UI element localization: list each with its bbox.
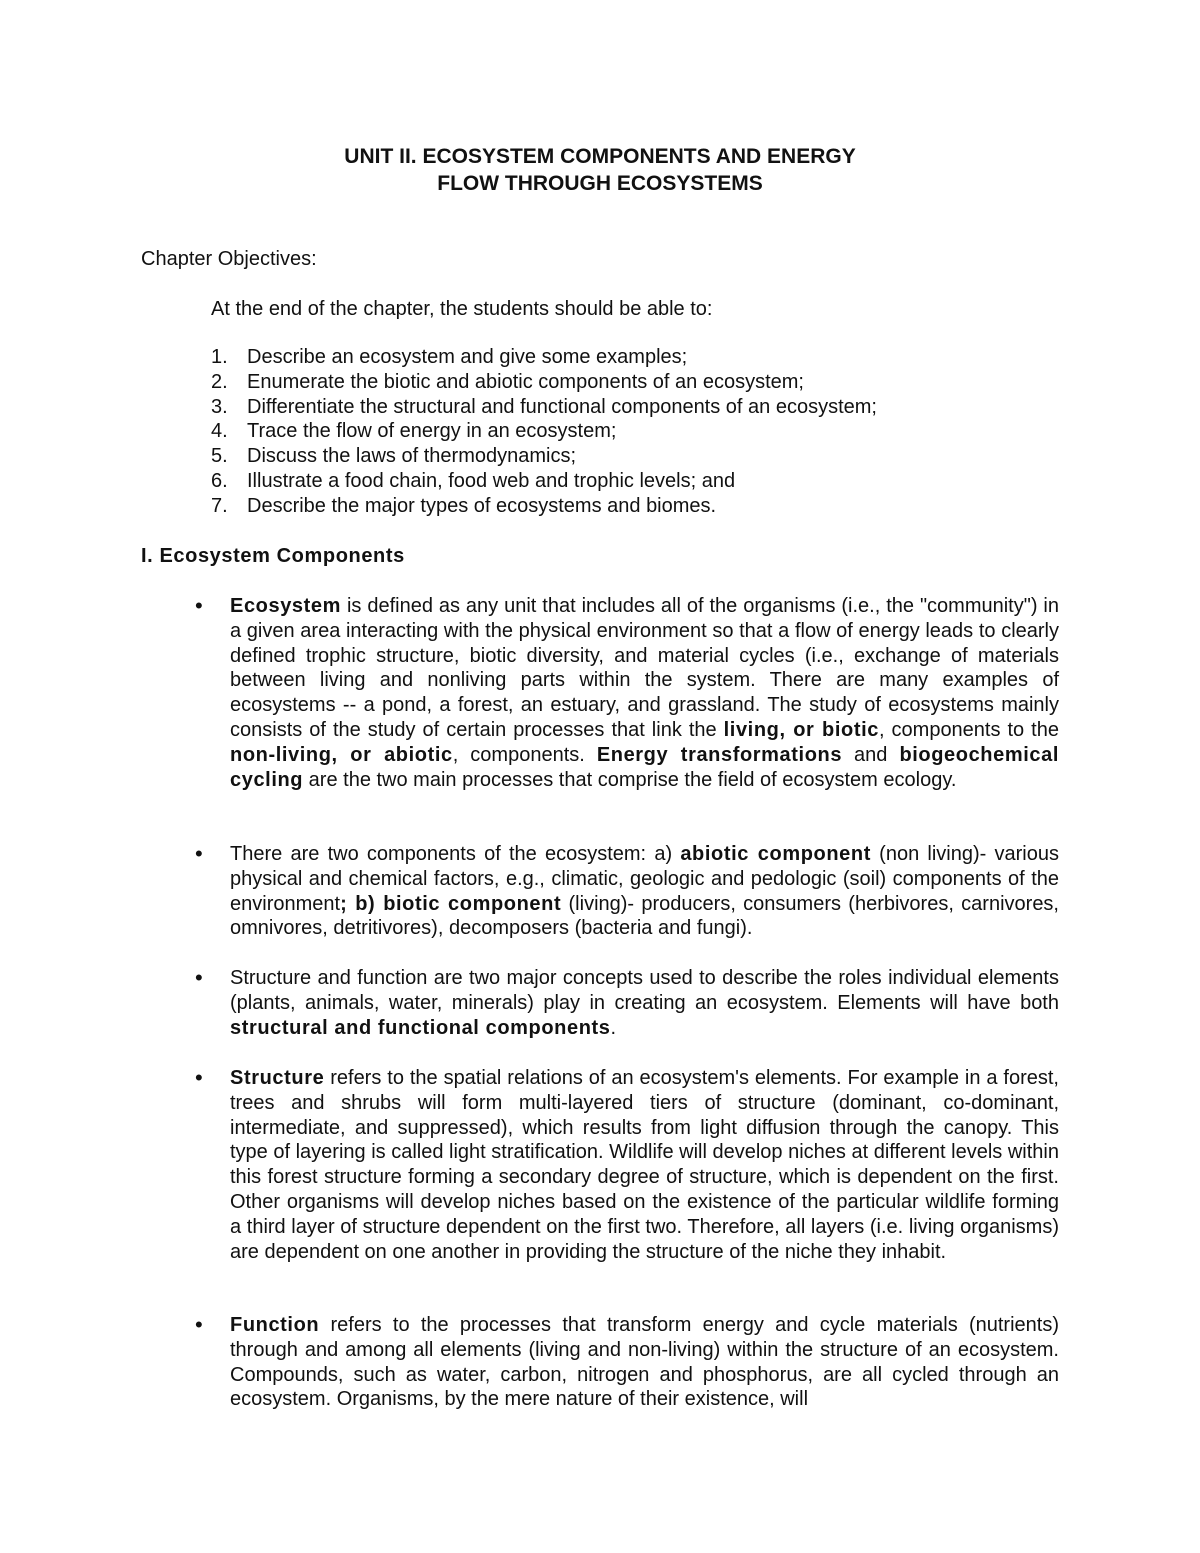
objective-number: 1. (211, 346, 228, 368)
function-paragraph (230, 1313, 1059, 1412)
objective-item (211, 345, 877, 370)
bold-term: abiotic component (680, 843, 871, 865)
paragraph-text: , components to the (878, 718, 1059, 741)
objective-number: 2. (211, 370, 228, 393)
two-components-paragraph (230, 842, 1059, 941)
objective-text: Illustrate a food chain, food web and trophic levels; and (247, 469, 736, 492)
bold-term: structural and functional components (230, 1016, 611, 1039)
objective-text: Differentiate the structural and functional components of an ecosystem; (247, 395, 877, 418)
bold-term: Energy transformations (596, 743, 843, 766)
paragraph-text: Structure and function are two major concepts used to describe the roles individual elements (plants, animals, water, minerals) play in creating an ecosystem. Elements will have both (230, 967, 1059, 1014)
objective-text: Trace the flow of energy in an ecosystem; (247, 420, 617, 443)
bold-term: Function (230, 1314, 320, 1336)
bold-term: living, or biotic (723, 718, 879, 741)
objective-number: 6. (211, 469, 228, 492)
objective-text: Describe an ecosystem and give some examples; (247, 346, 688, 368)
paragraph-text: . (610, 1016, 617, 1039)
objective-number: 3. (211, 395, 228, 418)
paragraph-text: There are two components of the ecosystem: a) (230, 843, 681, 865)
bold-term: non-living, or abiotic (230, 743, 453, 766)
paragraph-text: (non living)- various physical and chemical factors, e.g., climatic, geologic and pedologic (soil) components of the environment (230, 843, 1059, 915)
chapter-objectives-label: Chapter Objectives: (141, 248, 317, 270)
bullet-icon: • (195, 965, 203, 990)
paragraph-text: (living)- producers, consumers (herbivores, carnivores, omnivores, detritivores), decomposers (bacteria and fungi). (230, 892, 1059, 940)
objective-text: Discuss the laws of thermodynamics; (247, 445, 577, 468)
objective-item (211, 370, 877, 395)
bold-term: ; b) biotic component (340, 892, 562, 915)
objective-item (211, 469, 877, 494)
bullet-icon: • (195, 1065, 203, 1090)
objectives-intro: At the end of the chapter, the students should be able to: (211, 298, 713, 320)
objectives-list (211, 345, 877, 519)
objective-text: Enumerate the biotic and abiotic components of an ecosystem; (247, 370, 804, 393)
paragraph-text: refers to the spatial relations of an ecosystem's elements. For example in a forest, trees and shrubs will form multi-layered tiers of structure (dominant, co-dominant, intermediate, and suppressed), which results from light diffusion through the canopy. This type of layering is called light stratification. Wildlife will develop niches at different levels within this forest structure forming a secondary degree of structure, which is dependent on the first. Other organisms will develop niches based on the existence of the particular wildlife forming a third layer of structure dependent on the first two. Therefore, all layers (i.e. living organisms) are dependent on one another in providing the structure of the niche they inhabit. (230, 1067, 1059, 1263)
objective-number: 7. (211, 494, 228, 517)
bold-term: biogeochemical cycling (230, 743, 1059, 791)
unit-title-line-2: FLOW THROUGH ECOSYSTEMS (437, 172, 763, 195)
objective-text: Describe the major types of ecosystems and biomes. (247, 494, 717, 517)
paragraph-text: are the two main processes that comprise the field of ecosystem ecology. (303, 768, 957, 791)
paragraph-text: , components. (452, 743, 597, 766)
objective-item (211, 444, 877, 469)
paragraph-text: refers to the processes that transform energy and cycle materials (nutrients) through and among all elements (living and non-living) within the structure of an ecosystem. Compounds, such as water, carbon, nitrogen and phosphorus, are all cycled through an ecosystem. Organisms, by the mere nature of their existence, will (230, 1314, 1059, 1411)
unit-title-line-1: UNIT II. ECOSYSTEM COMPONENTS AND ENERGY (344, 145, 856, 168)
ecosystem-definition-paragraph (230, 594, 1059, 792)
bold-term: Structure (230, 1067, 325, 1089)
paragraph-text: is defined as any unit that includes all of the organisms (i.e., the "community") in a given area interacting with the physical environment so that a flow of energy leads to clearly defined trophic structure, biotic diversity, and material cycles (i.e., exchange of materials between living and nonliving parts within the system. There are many examples of ecosystems -- a pond, a forest, an estuary, and grassland. The study of ecosystems mainly consists of the study of certain processes that link the (230, 595, 1059, 741)
bullet-icon: • (195, 841, 203, 866)
structure-paragraph (230, 1066, 1059, 1264)
bold-term: Ecosystem (230, 595, 342, 617)
section-heading: I. Ecosystem Components (141, 545, 405, 567)
objective-number: 5. (211, 445, 228, 468)
objective-item (211, 419, 877, 444)
objective-item (211, 494, 877, 519)
bullet-icon: • (195, 1312, 203, 1337)
bullet-icon: • (195, 593, 203, 618)
structure-function-paragraph (230, 966, 1059, 1040)
paragraph-text: and (842, 743, 900, 766)
objective-number: 4. (211, 420, 228, 443)
objective-item (211, 395, 877, 420)
